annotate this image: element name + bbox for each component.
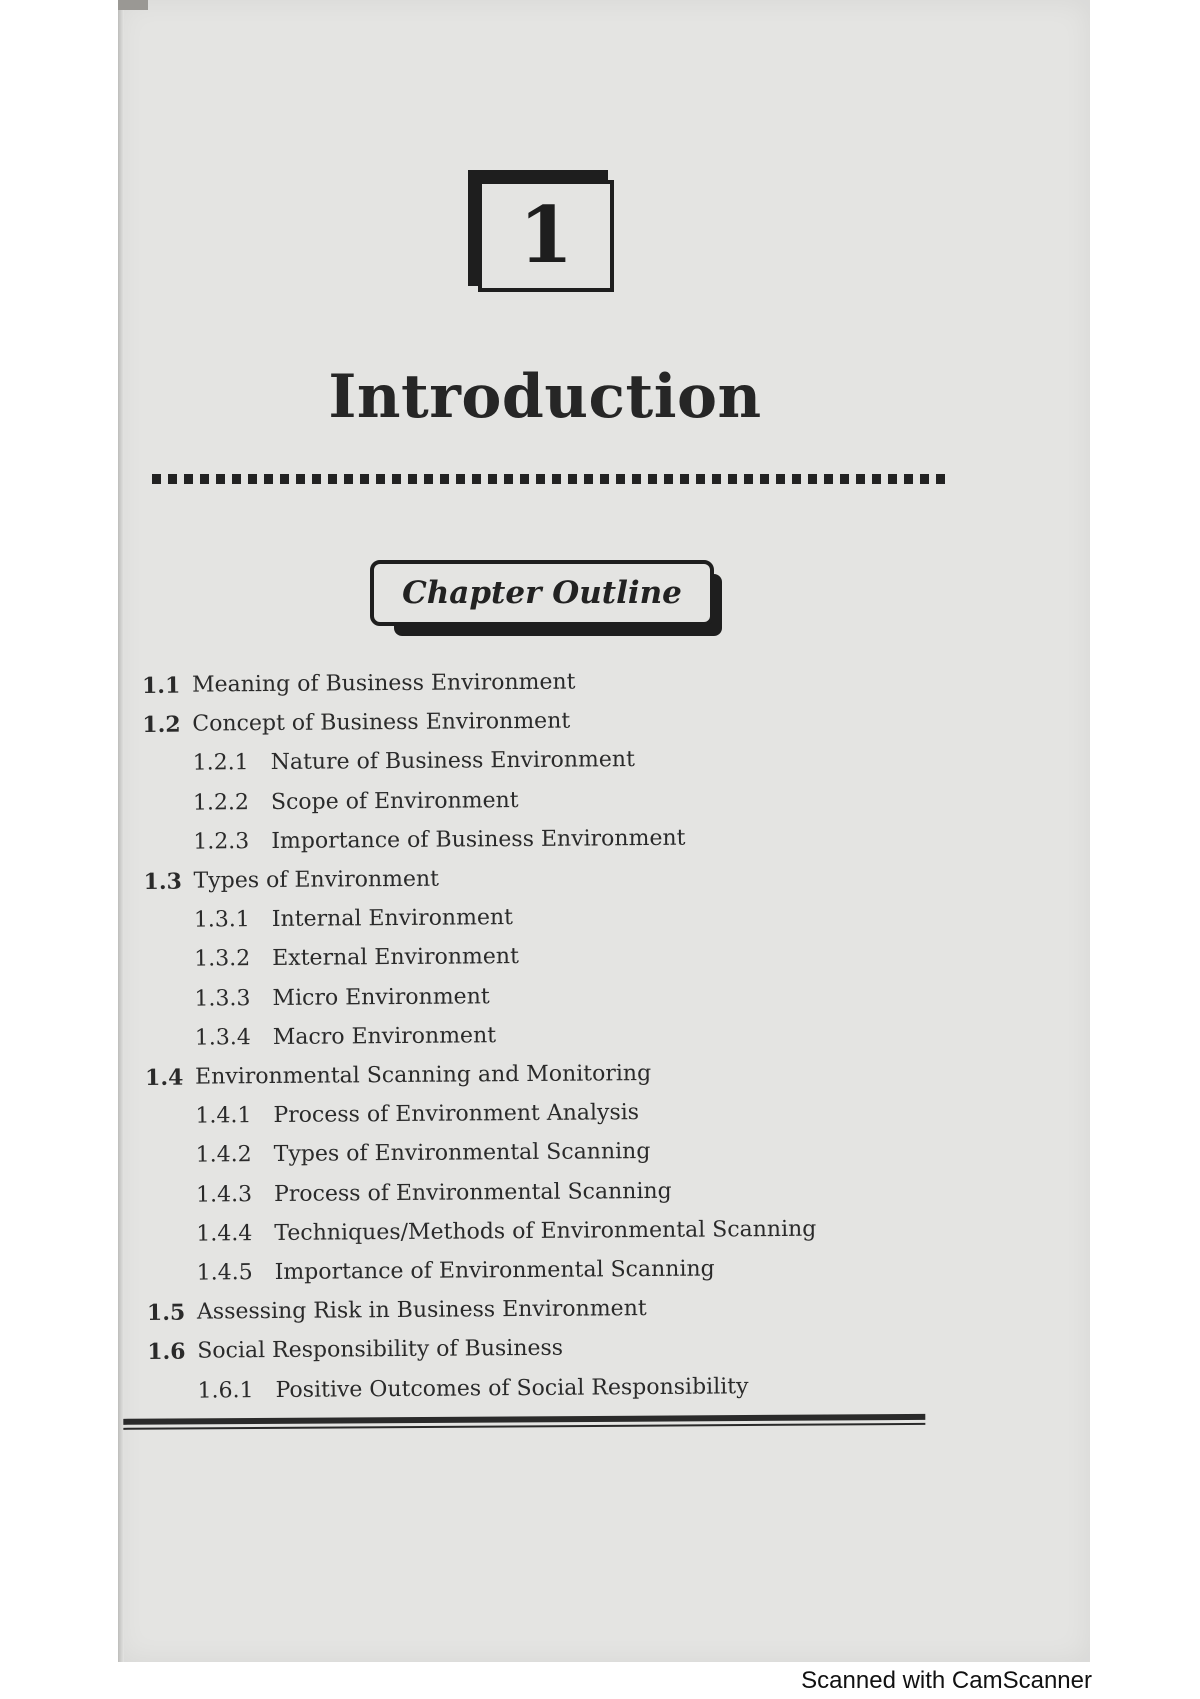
outline-item-title: Micro Environment bbox=[272, 979, 489, 1017]
outline-item-title: Importance of Environmental Scanning bbox=[275, 1252, 715, 1291]
outline-item-title: Environmental Scanning and Monitoring bbox=[195, 1056, 651, 1096]
outline-item-title: Scope of Environment bbox=[271, 783, 519, 821]
outline-item-title: Importance of Business Environment bbox=[271, 821, 685, 860]
outline-item-title: Internal Environment bbox=[272, 900, 513, 938]
outline-item-number: 1.4.5 bbox=[197, 1255, 253, 1291]
outline-item-title: Types of Environment bbox=[193, 862, 439, 900]
outline-item-title: Social Responsibility of Business bbox=[197, 1331, 563, 1370]
outline-item-number: 1.2.1 bbox=[193, 746, 249, 782]
outline-item-number: 1.4.2 bbox=[196, 1138, 252, 1174]
outline-item-number: 1.4.4 bbox=[196, 1216, 252, 1252]
outline-item-number: 1.3.3 bbox=[194, 981, 250, 1017]
outline-item-number: 1.1 bbox=[142, 668, 181, 704]
outline-item-number: 1.6 bbox=[147, 1334, 186, 1370]
outline-item-title: Process of Environmental Scanning bbox=[274, 1173, 672, 1212]
outline-item-title: Process of Environment Analysis bbox=[273, 1095, 639, 1134]
outline-item-title: Concept of Business Environment bbox=[192, 704, 570, 743]
outline-item-number: 1.3.2 bbox=[194, 942, 250, 978]
outline-item-title: Nature of Business Environment bbox=[271, 743, 636, 782]
scanner-watermark: Scanned with CamScanner bbox=[801, 1667, 1092, 1695]
chapter-number: 1 bbox=[519, 197, 573, 275]
outline-item-number: 1.6.1 bbox=[197, 1373, 253, 1409]
outline-item-title: Positive Outcomes of Social Responsibility bbox=[275, 1369, 748, 1409]
outline-item-title: Macro Environment bbox=[273, 1018, 497, 1056]
outline-item-number: 1.2.2 bbox=[193, 785, 249, 821]
outline-item-number: 1.3.4 bbox=[195, 1020, 251, 1056]
outline-item-number: 1.3.1 bbox=[194, 902, 250, 938]
outline-item-number: 1.4.1 bbox=[195, 1098, 251, 1134]
outline-item-number: 1.4.3 bbox=[196, 1177, 252, 1213]
outline-item-number: 1.5 bbox=[147, 1295, 186, 1331]
outline-item-number: 1.2.3 bbox=[193, 824, 249, 860]
outline-item-title: Types of Environmental Scanning bbox=[274, 1134, 651, 1173]
outline-item-title: Techniques/Methods of Environmental Scanning bbox=[274, 1212, 816, 1252]
outline-item-number: 1.4 bbox=[145, 1060, 184, 1096]
chapter-title: Introduction bbox=[0, 362, 1090, 432]
outline-item-title: Meaning of Business Environment bbox=[192, 665, 576, 704]
outline-heading: Chapter Outline bbox=[402, 575, 682, 611]
outline-item-number: 1.3 bbox=[143, 864, 182, 900]
outline-item-title: Assessing Risk in Business Environment bbox=[197, 1291, 647, 1331]
outline-item-number: 1.2 bbox=[142, 707, 181, 743]
outline-item-title: External Environment bbox=[272, 939, 519, 977]
